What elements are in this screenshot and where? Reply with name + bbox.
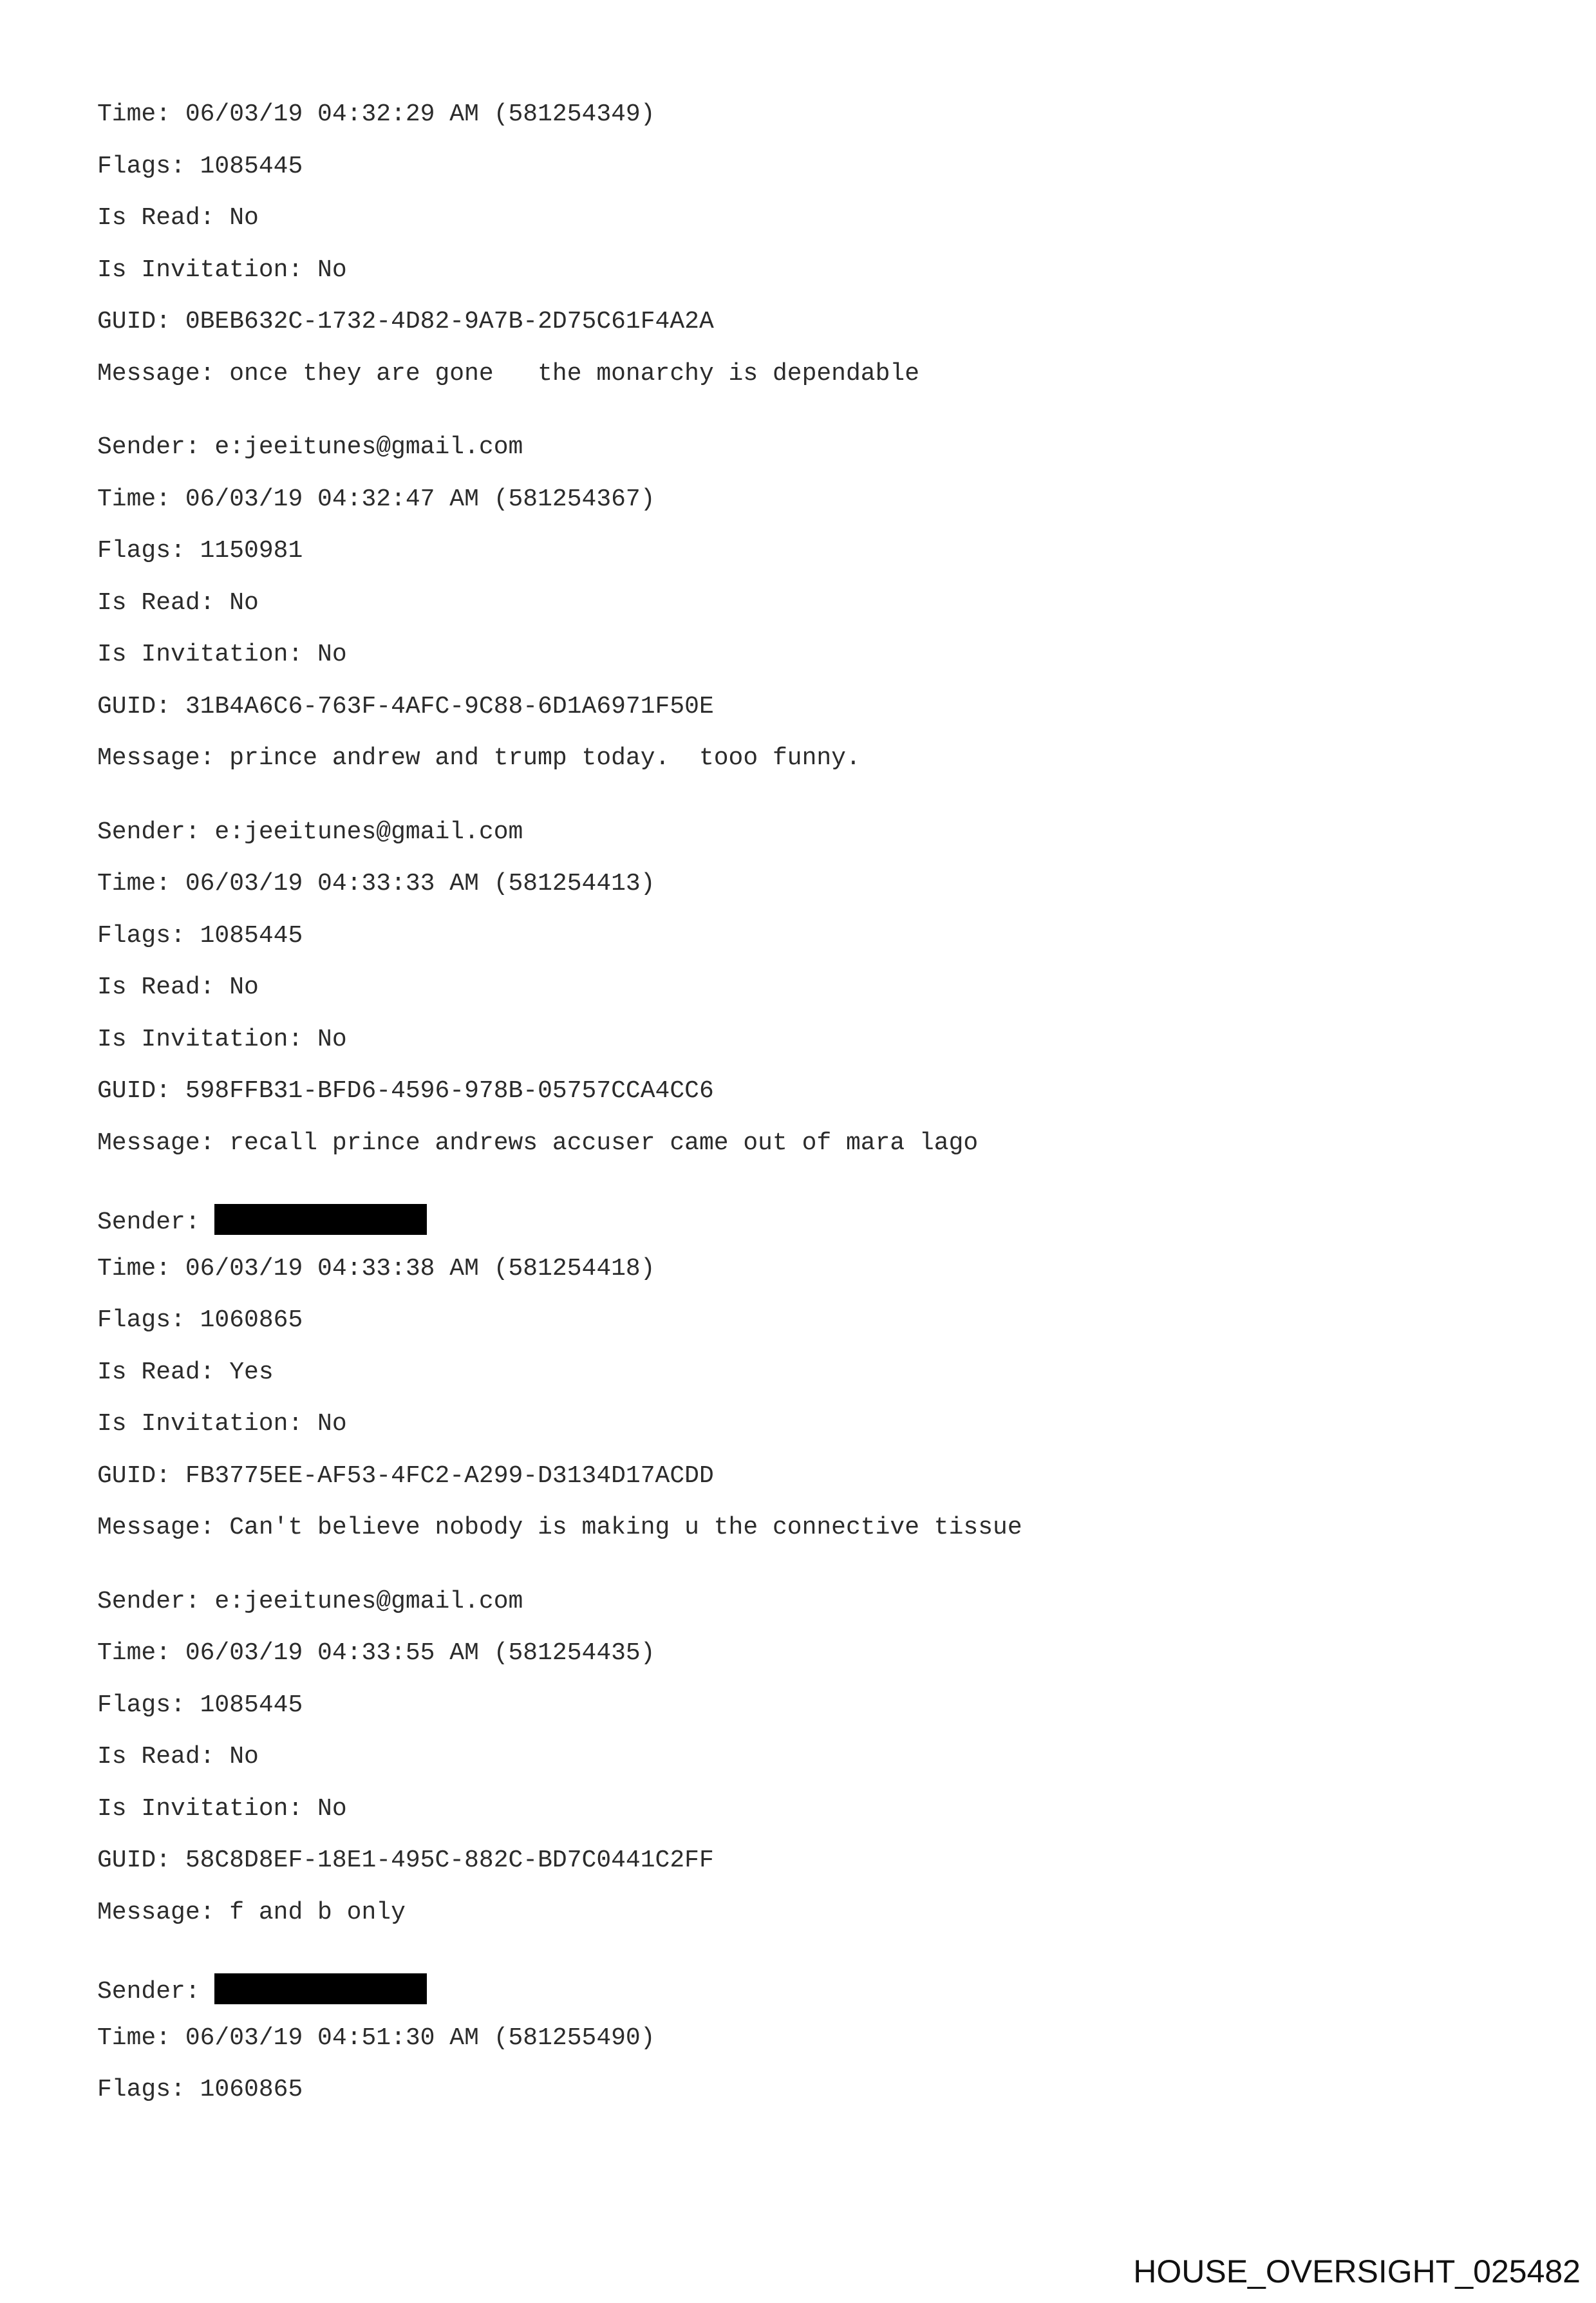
- guid-line: GUID: FB3775EE-AF53-4FC2-A299-D3134D17ACDD: [97, 1462, 714, 1490]
- time-line: Time: 06/03/19 04:32:29 AM (581254349): [97, 100, 655, 128]
- time-line: Time: 06/03/19 04:51:30 AM (581255490): [97, 2024, 655, 2052]
- message-line: Message: once they are gone the monarchy is dependable: [97, 359, 920, 388]
- sender-line: Sender: e:jeeitunes@gmail.com: [97, 818, 523, 846]
- sender-line: Sender: e:jeeitunes@gmail.com: [97, 1587, 523, 1615]
- flags-line: Flags: 1085445: [97, 1691, 303, 1719]
- is-read-line: Is Read: No: [97, 1743, 259, 1771]
- is-invitation-line: Is Invitation: No: [97, 1410, 347, 1438]
- is-invitation-line: Is Invitation: No: [97, 1794, 347, 1823]
- is-read-line: Is Read: No: [97, 588, 259, 617]
- bates-number: HOUSE_OVERSIGHT_025482: [1133, 2253, 1581, 2289]
- message-line: Message: f and b only: [97, 1898, 406, 1926]
- message-line: Message: Can't believe nobody is making u the connective tissue: [97, 1514, 1022, 1541]
- message-record: [97, 820, 1514, 1183]
- flags-line: Flags: 1060865: [97, 2076, 303, 2103]
- sender-label: Sender:: [97, 1978, 215, 2006]
- is-invitation-line: Is Invitation: No: [97, 641, 347, 668]
- sender-label: Sender:: [97, 1208, 215, 1236]
- flags-line: Flags: 1060865: [97, 1306, 303, 1334]
- sender-line: [97, 1204, 1514, 1256]
- flags-line: Flags: 1085445: [97, 152, 303, 180]
- flags-line: Flags: 1085445: [97, 921, 303, 950]
- message-records: [97, 102, 1514, 2151]
- time-line: Time: 06/03/19 04:33:33 AM (581254413): [97, 870, 655, 898]
- is-invitation-line: Is Invitation: No: [97, 256, 347, 284]
- message-line: Message: recall prince andrews accuser came out of mara lago: [97, 1129, 979, 1157]
- time-line: Time: 06/03/19 04:32:47 AM (581254367): [97, 485, 655, 513]
- sender-line: Sender: e:jeeitunes@gmail.com: [97, 433, 523, 461]
- message-record: [97, 1589, 1514, 1952]
- message-record: [97, 1973, 1514, 2129]
- is-read-line: Is Read: Yes: [97, 1358, 274, 1386]
- time-line: Time: 06/03/19 04:33:55 AM (581254435): [97, 1639, 655, 1667]
- guid-line: GUID: 598FFB31-BFD6-4596-978B-05757CCA4CC6: [97, 1077, 714, 1105]
- is-read-line: Is Read: No: [97, 973, 259, 1001]
- redaction-box: [214, 1204, 427, 1235]
- is-read-line: Is Read: No: [97, 204, 259, 232]
- message-record: [97, 102, 1514, 413]
- message-record: [97, 1204, 1514, 1567]
- is-invitation-line: Is Invitation: No: [97, 1025, 347, 1053]
- time-line: Time: 06/03/19 04:33:38 AM (581254418): [97, 1254, 655, 1283]
- flags-line: Flags: 1150981: [97, 537, 303, 565]
- guid-line: GUID: 0BEB632C-1732-4D82-9A7B-2D75C61F4A2A: [97, 308, 714, 335]
- sender-line: [97, 1973, 1514, 2026]
- guid-line: GUID: 31B4A6C6-763F-4AFC-9C88-6D1A6971F50E: [97, 692, 714, 720]
- guid-line: GUID: 58C8D8EF-18E1-495C-882C-BD7C0441C2FF: [97, 1847, 714, 1874]
- redaction-box: [214, 1973, 427, 2004]
- message-record: [97, 435, 1514, 798]
- message-line: Message: prince andrew and trump today. tooo funny.: [97, 744, 861, 772]
